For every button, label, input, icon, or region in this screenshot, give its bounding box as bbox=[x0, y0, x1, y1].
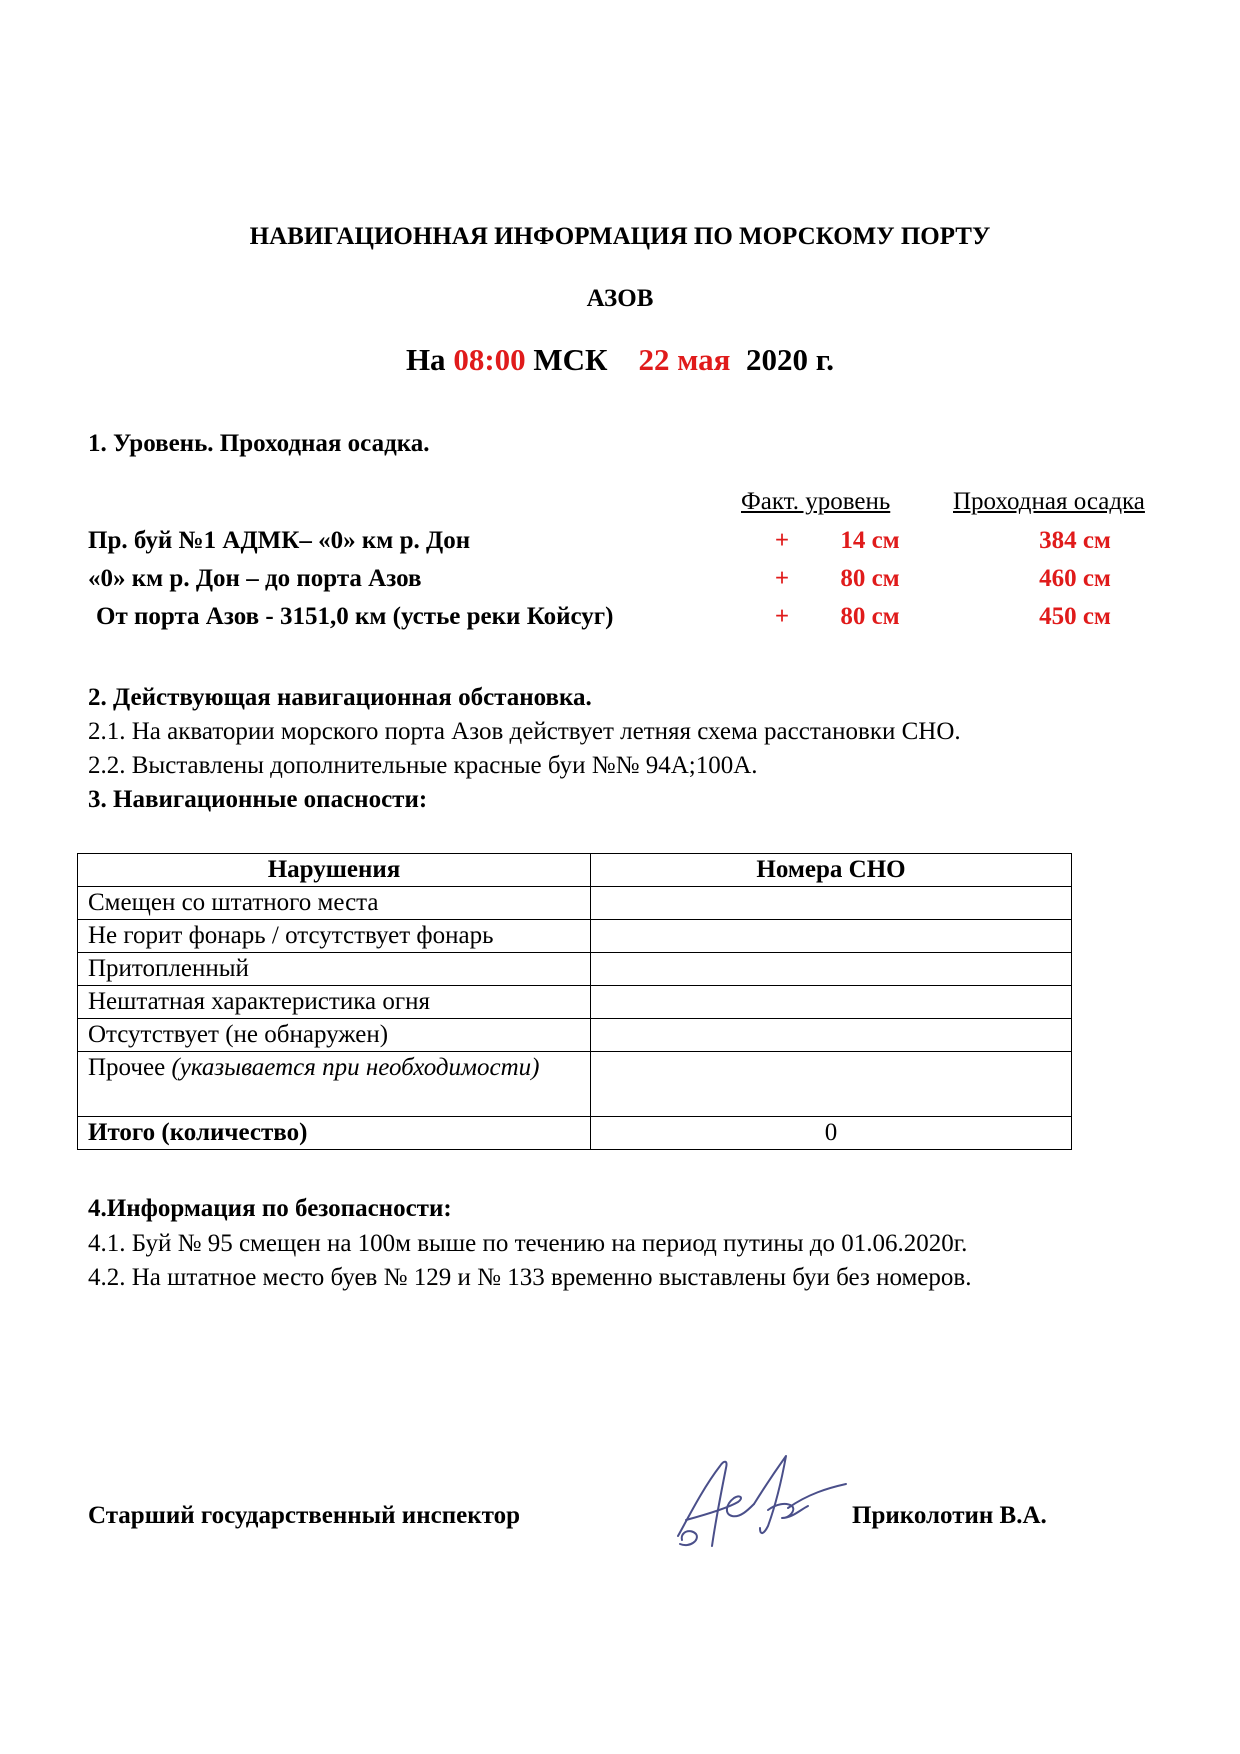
report-time: 08:00 bbox=[453, 342, 526, 377]
violation-value bbox=[591, 953, 1072, 986]
level-row-fact: 14 см bbox=[840, 527, 900, 554]
table-row bbox=[78, 986, 1072, 1019]
total-value: 0 bbox=[591, 1117, 1072, 1150]
table-row bbox=[78, 887, 1072, 920]
date-line bbox=[0, 342, 1240, 378]
table-row bbox=[78, 920, 1072, 953]
level-row-fact: 80 см bbox=[840, 603, 900, 630]
violation-value bbox=[591, 986, 1072, 1019]
violation-label: Не горит фонарь / отсутствует фонарь bbox=[78, 920, 591, 953]
level-row-draft: 450 см bbox=[1039, 603, 1111, 630]
other-note: (указывается при необходимости) bbox=[171, 1054, 540, 1081]
level-row-label: Пр. буй №1 АДМК– «0» км р. Дон bbox=[88, 527, 471, 554]
table-header-row bbox=[78, 854, 1072, 887]
port-name: АЗОВ bbox=[586, 285, 654, 312]
col-fact-level: Факт. уровень bbox=[741, 488, 891, 515]
violation-value bbox=[591, 1019, 1072, 1052]
violation-label: Нештатная характеристика огня bbox=[78, 986, 591, 1019]
signature-strokes bbox=[678, 1456, 846, 1546]
handwritten-signature bbox=[668, 1448, 858, 1558]
signer-position: Старший государственный инспектор bbox=[88, 1502, 520, 1529]
col-draft: Проходная осадка bbox=[953, 488, 1145, 515]
table-col-violations: Нарушения bbox=[78, 854, 591, 887]
other-label: Прочее bbox=[88, 1054, 172, 1081]
section3-heading: 3. Навигационные опасности: bbox=[88, 786, 428, 813]
table-row bbox=[78, 953, 1072, 986]
section1-heading: 1. Уровень. Проходная осадка. bbox=[88, 430, 430, 457]
time-zone: МСК bbox=[525, 342, 639, 377]
violation-label: Притопленный bbox=[78, 953, 591, 986]
report-year: 2020 г. bbox=[730, 342, 835, 377]
level-row-draft: 384 см bbox=[1039, 527, 1111, 554]
section2-item: 2.1. На акватории морского порта Азов действует летняя схема расстановки СНО. bbox=[88, 718, 961, 745]
table-col-sno-numbers: Номера СНО bbox=[591, 854, 1072, 887]
violation-other-value bbox=[591, 1052, 1072, 1117]
section2-item: 2.2. Выставлены дополнительные красные буи №№ 94А;100А. bbox=[88, 752, 758, 779]
violation-other-label bbox=[78, 1052, 591, 1117]
level-row-draft: 460 см bbox=[1039, 565, 1111, 592]
level-row-sign: + bbox=[774, 527, 790, 554]
level-row-sign: + bbox=[774, 603, 790, 630]
date-prefix: На bbox=[405, 342, 454, 377]
violation-value bbox=[591, 887, 1072, 920]
violation-label: Смещен со штатного места bbox=[78, 887, 591, 920]
violation-value bbox=[591, 920, 1072, 953]
section2-heading: 2. Действующая навигационная обстановка. bbox=[88, 684, 592, 711]
level-row-label: От порта Азов - 3151,0 км (устье реки Койсуг) bbox=[96, 603, 614, 630]
violations-table bbox=[77, 853, 1072, 1150]
violation-label: Отсутствует (не обнаружен) bbox=[78, 1019, 591, 1052]
level-row-label: «0» км р. Дон – до порта Азов bbox=[88, 565, 422, 592]
section4-item: 4.2. На штатное место буев № 129 и № 133 временно выставлены буи без номеров. bbox=[88, 1264, 972, 1291]
total-label: Итого (количество) bbox=[78, 1117, 591, 1150]
level-row-fact: 80 см bbox=[840, 565, 900, 592]
level-row-sign: + bbox=[774, 565, 790, 592]
signer-name: Приколотин В.А. bbox=[852, 1502, 1047, 1529]
table-row-total bbox=[78, 1117, 1072, 1150]
table-row bbox=[78, 1019, 1072, 1052]
section4-heading: 4.Информация по безопасности: bbox=[88, 1195, 452, 1222]
table-row-other bbox=[78, 1052, 1072, 1117]
document-title: НАВИГАЦИОННАЯ ИНФОРМАЦИЯ ПО МОРСКОМУ ПОРТУ bbox=[249, 223, 991, 250]
section4-item: 4.1. Буй № 95 смещен на 100м выше по течению на период путины до 01.06.2020г. bbox=[88, 1230, 968, 1257]
report-day-month: 22 мая bbox=[638, 342, 731, 377]
